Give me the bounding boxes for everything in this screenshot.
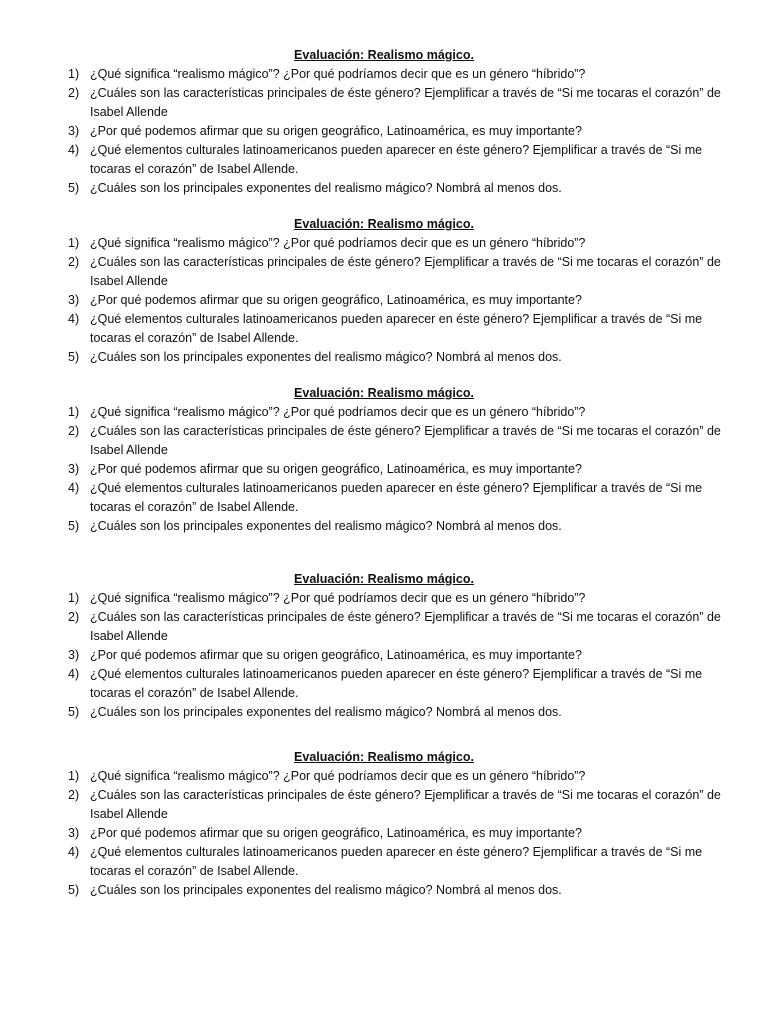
question-number: 1) <box>68 769 80 783</box>
evaluation-title: Evaluación: Realismo mágico. <box>294 572 474 586</box>
question-text: ¿Qué significa “realismo mágico”? ¿Por qué podríamos decir que es un género “híbrido”? <box>90 769 586 783</box>
question-item <box>0 460 768 479</box>
question-number: 2) <box>68 255 80 269</box>
question-item <box>0 422 768 460</box>
question-number: 2) <box>68 424 80 438</box>
question-item <box>0 881 768 900</box>
question-item <box>0 824 768 843</box>
question-item <box>0 517 768 536</box>
question-item <box>0 179 768 198</box>
question-text: ¿Por qué podemos afirmar que su origen geográfico, Latinoamérica, es muy importante? <box>90 826 582 840</box>
question-number: 5) <box>68 519 80 533</box>
question-number: 3) <box>68 826 80 840</box>
question-number: 2) <box>68 86 80 100</box>
question-text: ¿Qué significa “realismo mágico”? ¿Por qué podríamos decir que es un género “híbrido”? <box>90 405 586 419</box>
question-item <box>0 843 768 881</box>
evaluation-block <box>0 46 768 198</box>
question-text: ¿Cuáles son las características principales de éste género? Ejemplificar a través de “Si me tocaras el corazón” de Isabel Allende <box>90 86 721 119</box>
question-number: 4) <box>68 481 80 495</box>
question-text: ¿Qué significa “realismo mágico”? ¿Por qué podríamos decir que es un género “híbrido”? <box>90 591 586 605</box>
question-number: 3) <box>68 124 80 138</box>
question-list <box>0 767 768 900</box>
question-text: ¿Por qué podemos afirmar que su origen geográfico, Latinoamérica, es muy importante? <box>90 648 582 662</box>
question-text: ¿Cuáles son las características principales de éste género? Ejemplificar a través de “Si me tocaras el corazón” de Isabel Allende <box>90 788 721 821</box>
question-number: 5) <box>68 181 80 195</box>
evaluation-title: Evaluación: Realismo mágico. <box>294 386 474 400</box>
question-item <box>0 589 768 608</box>
question-item <box>0 348 768 367</box>
question-item <box>0 403 768 422</box>
question-number: 5) <box>68 350 80 364</box>
question-item <box>0 253 768 291</box>
question-number: 3) <box>68 648 80 662</box>
question-number: 5) <box>68 883 80 897</box>
question-list <box>0 589 768 722</box>
question-item <box>0 479 768 517</box>
question-item <box>0 703 768 722</box>
question-text: ¿Cuáles son las características principales de éste género? Ejemplificar a través de “Si me tocaras el corazón” de Isabel Allende <box>90 424 721 457</box>
evaluation-block <box>0 570 768 722</box>
question-item <box>0 786 768 824</box>
question-text: ¿Cuáles son los principales exponentes del realismo mágico? Nombrá al menos dos. <box>90 350 562 364</box>
evaluation-block <box>0 748 768 900</box>
question-text: ¿Por qué podemos afirmar que su origen geográfico, Latinoamérica, es muy importante? <box>90 462 582 476</box>
question-item <box>0 65 768 84</box>
question-item <box>0 234 768 253</box>
question-number: 4) <box>68 312 80 326</box>
question-number: 1) <box>68 236 80 250</box>
question-number: 2) <box>68 610 80 624</box>
question-number: 4) <box>68 667 80 681</box>
question-text: ¿Qué elementos culturales latinoamericanos pueden aparecer en éste género? Ejemplificar a través de “Si me tocaras el corazón” de Isabel Allende. <box>90 143 703 176</box>
question-text: ¿Qué elementos culturales latinoamericanos pueden aparecer en éste género? Ejemplificar a través de “Si me tocaras el corazón” de Isabel Allende. <box>90 845 703 878</box>
question-text: ¿Cuáles son las características principales de éste género? Ejemplificar a través de “Si me tocaras el corazón” de Isabel Allende <box>90 255 721 288</box>
question-text: ¿Qué elementos culturales latinoamericanos pueden aparecer en éste género? Ejemplificar a través de “Si me tocaras el corazón” de Isabel Allende. <box>90 481 703 514</box>
question-number: 4) <box>68 143 80 157</box>
question-number: 2) <box>68 788 80 802</box>
question-text: ¿Cuáles son los principales exponentes del realismo mágico? Nombrá al menos dos. <box>90 519 562 533</box>
question-item <box>0 767 768 786</box>
question-item <box>0 665 768 703</box>
question-item <box>0 122 768 141</box>
question-text: ¿Cuáles son las características principales de éste género? Ejemplificar a través de “Si me tocaras el corazón” de Isabel Allende <box>90 610 721 643</box>
question-item <box>0 608 768 646</box>
question-number: 1) <box>68 591 80 605</box>
question-item <box>0 84 768 122</box>
question-number: 1) <box>68 405 80 419</box>
question-text: ¿Por qué podemos afirmar que su origen geográfico, Latinoamérica, es muy importante? <box>90 124 582 138</box>
question-text: ¿Por qué podemos afirmar que su origen geográfico, Latinoamérica, es muy importante? <box>90 293 582 307</box>
question-text: ¿Cuáles son los principales exponentes del realismo mágico? Nombrá al menos dos. <box>90 705 562 719</box>
question-number: 5) <box>68 705 80 719</box>
question-number: 4) <box>68 845 80 859</box>
question-item <box>0 646 768 665</box>
evaluation-title: Evaluación: Realismo mágico. <box>294 750 474 764</box>
question-item <box>0 291 768 310</box>
question-item <box>0 141 768 179</box>
question-text: ¿Qué elementos culturales latinoamericanos pueden aparecer en éste género? Ejemplificar a través de “Si me tocaras el corazón” de Isabel Allende. <box>90 312 703 345</box>
question-text: ¿Cuáles son los principales exponentes del realismo mágico? Nombrá al menos dos. <box>90 883 562 897</box>
question-number: 1) <box>68 67 80 81</box>
question-number: 3) <box>68 293 80 307</box>
question-list <box>0 403 768 536</box>
question-list <box>0 234 768 367</box>
question-number: 3) <box>68 462 80 476</box>
question-list <box>0 65 768 198</box>
question-text: ¿Qué elementos culturales latinoamericanos pueden aparecer en éste género? Ejemplificar a través de “Si me tocaras el corazón” de Isabel Allende. <box>90 667 703 700</box>
question-item <box>0 310 768 348</box>
question-text: ¿Cuáles son los principales exponentes del realismo mágico? Nombrá al menos dos. <box>90 181 562 195</box>
question-text: ¿Qué significa “realismo mágico”? ¿Por qué podríamos decir que es un género “híbrido”? <box>90 236 586 250</box>
evaluation-block <box>0 384 768 536</box>
evaluation-title: Evaluación: Realismo mágico. <box>294 217 474 231</box>
evaluation-title: Evaluación: Realismo mágico. <box>294 48 474 62</box>
question-text: ¿Qué significa “realismo mágico”? ¿Por qué podríamos decir que es un género “híbrido”? <box>90 67 586 81</box>
evaluation-block <box>0 215 768 367</box>
